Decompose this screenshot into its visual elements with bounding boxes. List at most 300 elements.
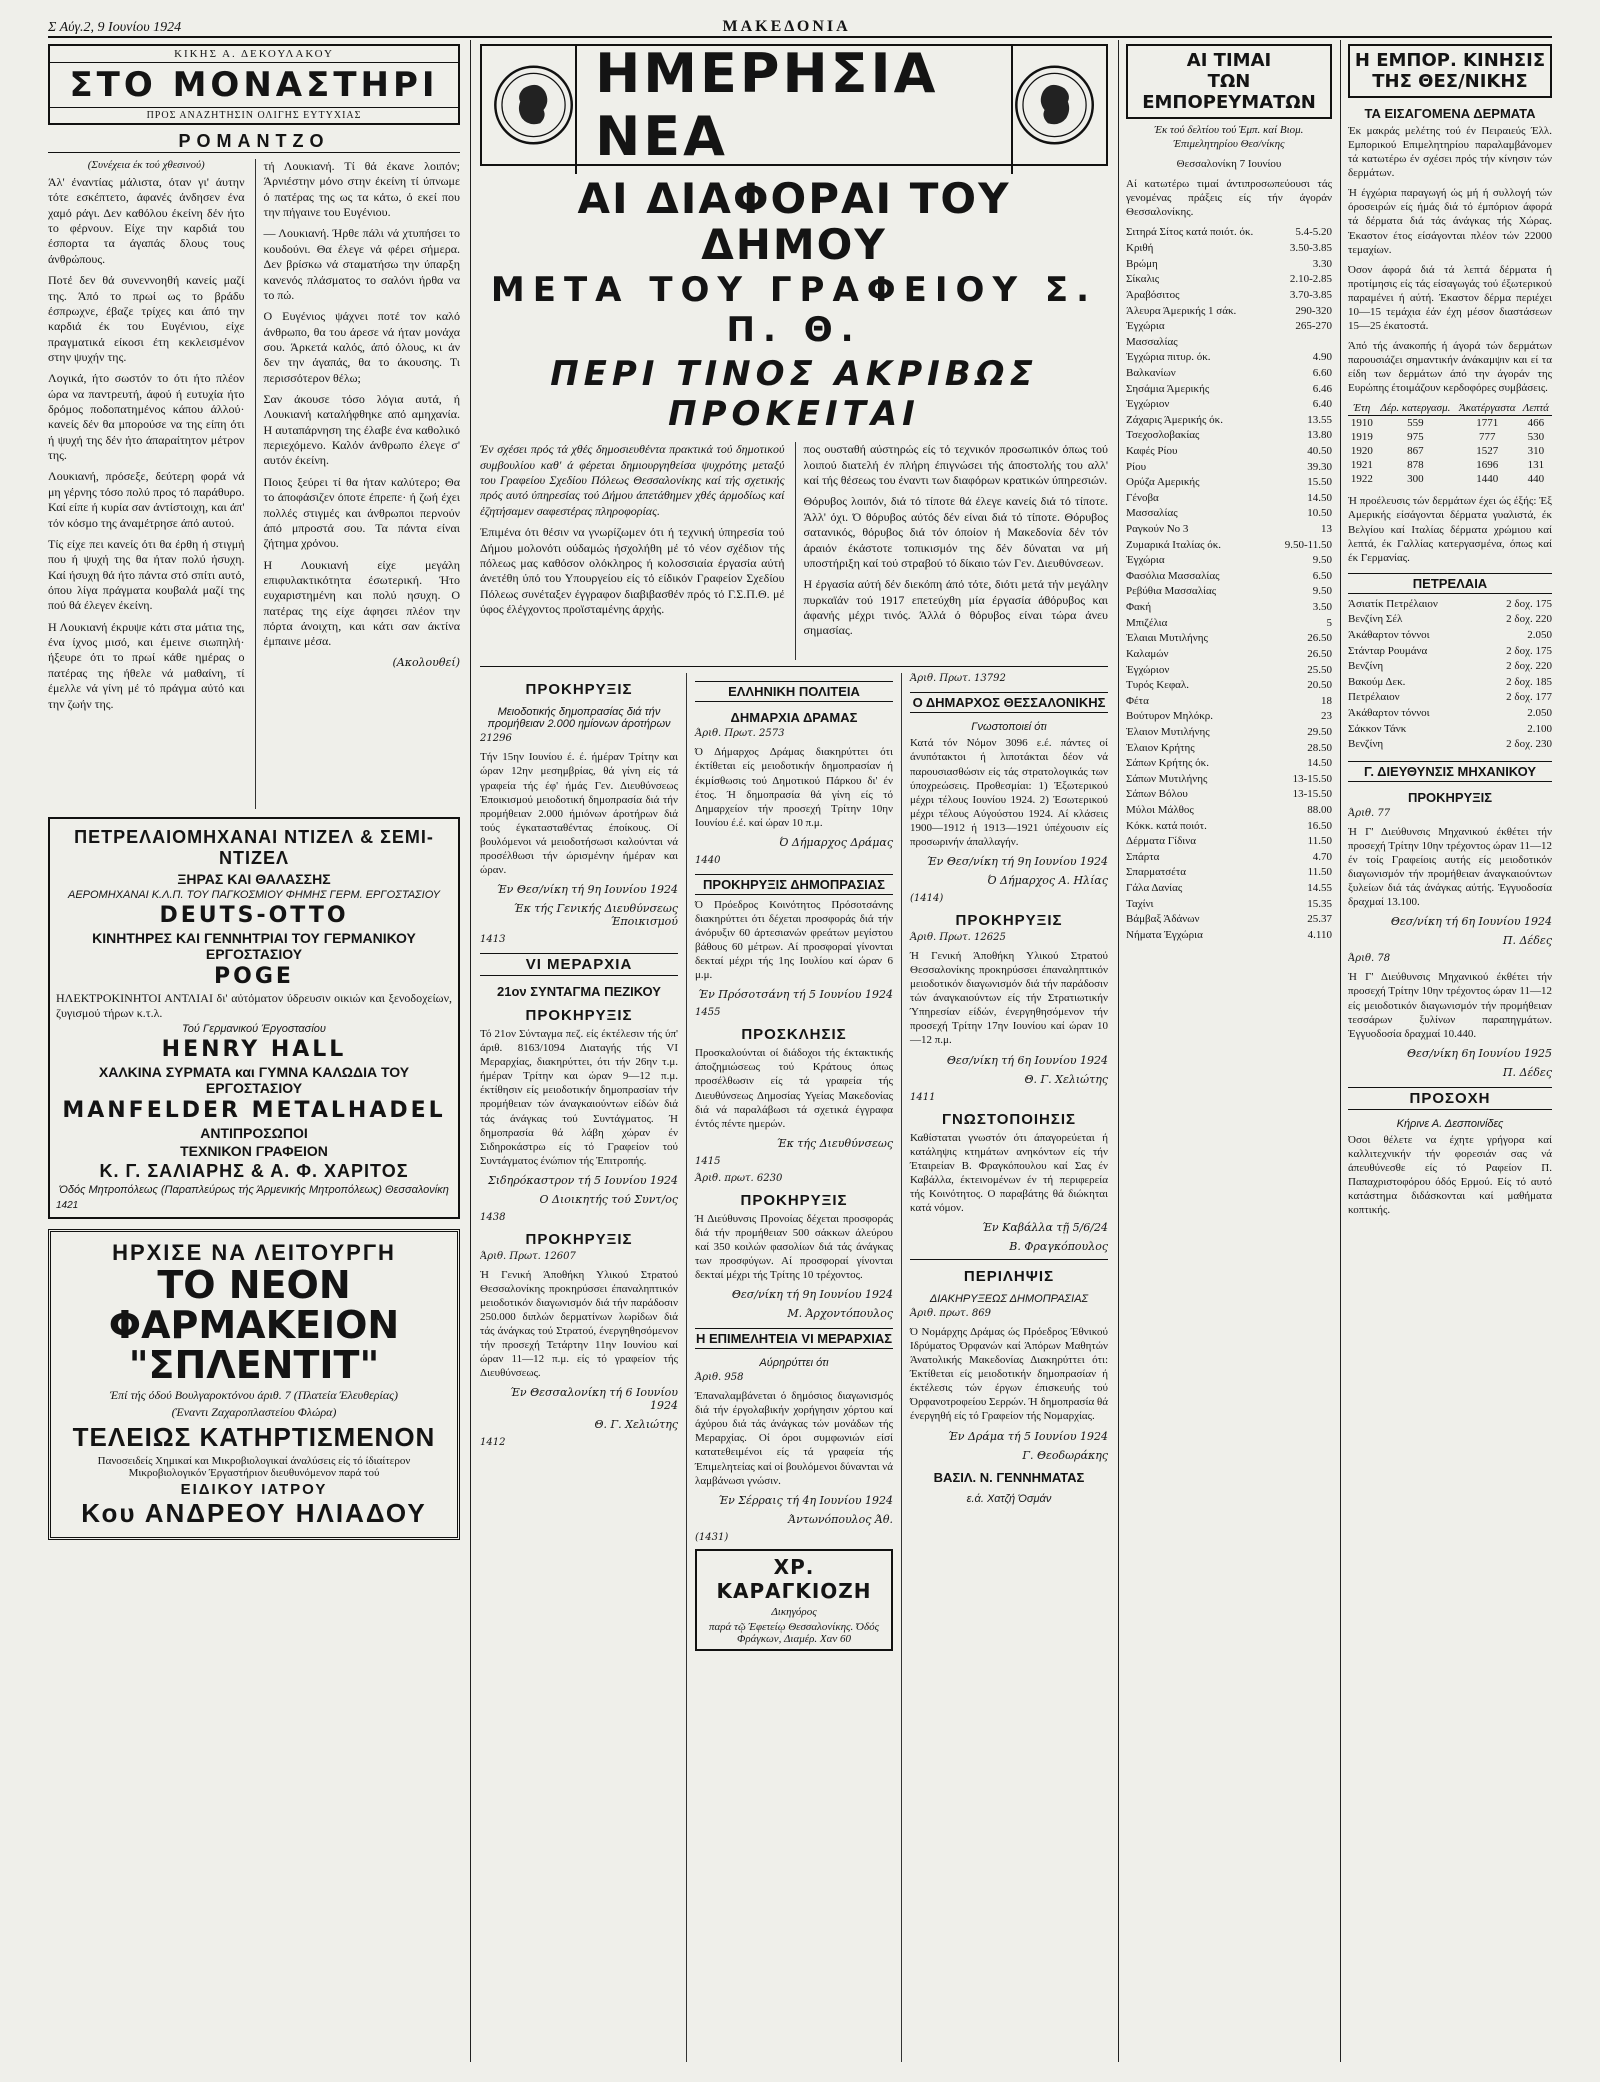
notice-number: Άριθ. Πρωτ. 2573 [695, 728, 785, 740]
price-row [1126, 491, 1332, 507]
main-headline-2: ΜΕΤΑ ΤΟΥ ΓΡΑΦΕΙΟΥ Σ. Π. Θ. [490, 270, 1098, 351]
notice-text: Ή Γ' Διεύθυνσις Μηχανικού έκθέτει τήν προσεχή Τρίτην 10ην τρέχοντος ώραν 11—12 είς μειοδοτικόν διαγωνισμόν τήν προμήθειαν τεσσάρων ξυλίνων παραπηγμάτων. Έγγυοδοσία δραχμαί 10.440. [1348, 971, 1552, 1040]
pharmacy-line: Πανοσειδείς Χημικαί και Μικροβιολογικαί άναλύσεις είς τό ίδιαίτερον Μικροβιολογικόν Έργαστήριον διευθυνόμενον παρά τού [97, 1454, 411, 1479]
notice-signature: Θ. Γ. Χελιώτης [1024, 1072, 1108, 1086]
notice-section-title: Ο ΔΗΜΑΡΧΟΣ ΘΕΣΣΑΛΟΝΙΚΗΣ [910, 692, 1108, 713]
petroleum-item-name: Άσιατίκ Πετρέλαιον [1348, 597, 1438, 610]
table-cell: 1440 [1476, 473, 1499, 486]
price-item-value: 3.50-3.85 [1289, 242, 1332, 255]
lead-paragraph: Η έργασία αύτή δέν διεκόπη άπό τότε, διότι μετά τήν μεγάλην πυρκαϊάν τού 1917 επετεύχθη μία έργασία άθόρυβος και άφανής μέχρι τινός. Άλλά ό θόρυβος είναι τώρα άνευ σημασίας. [803, 577, 1108, 638]
price-item-value: 6.50 [1312, 569, 1332, 582]
price-row [1126, 865, 1332, 881]
price-item-name: Γένοβα [1126, 491, 1159, 504]
price-item-name: Ραγκούν Νο 3 [1126, 523, 1189, 536]
price-item-value: 6.46 [1312, 382, 1332, 395]
price-item-name: Φασόλια Μασσαλίας [1126, 569, 1220, 582]
petroleum-item-value: 2.100 [1527, 722, 1552, 735]
pharmacy-doctor: Κου ΑΝΔΡΕΟΥ ΗΛΙΑΔΟΥ [81, 1497, 427, 1528]
price-list [1126, 225, 1332, 943]
daily-news-banner [480, 44, 1108, 166]
price-row [1126, 756, 1332, 772]
serial-subtitle: ΠΡΟΣ ΑΝΑΖΗΤΗΣΙΝ ΟΛΙΓΗΣ ΕΥΤΥΧΙΑΣ [50, 107, 458, 123]
price-item-value: 28.50 [1307, 741, 1332, 754]
ad-line: ΠΕΤΡΕΛΑΙΟΜΗΧΑΝΑΙ ΝΤΙΖΕΛ & ΣΕΜΙ-ΝΤΙΖΕΛ [74, 827, 434, 868]
price-item-name: Έλαιον Κρήτης [1126, 741, 1195, 754]
price-item-value: 18 [1321, 694, 1332, 707]
serial-paragraph: — Λουκιανή. Ήρθε πάλι νά χτυπήσει το κουδούνι. Θα έλεγε νά φέρει σήμερα. Δεν βρίσκω νά σταματήσω την ύπαρξη κανενός πλάσματος το σαλόνι ήρθα να το πώ. [263, 226, 460, 302]
pharmacy-line: ΗΡΧΙΣΕ ΝΑ ΛΕΙΤΟΥΡΓΗ [112, 1240, 396, 1265]
lead-paragraph: Θόρυβος λοιπόν, διά τό τίποτε θά έλεγε κανείς διά τό τίποτε. Άλλ' όχι. Ό θόρυβος αύτός δέν είναι διά τό τίποτε. Θόρυβος σατανικός, θόρυβος διά τόν όποίον ή Μακεδονία δέν τόν άραιόν έκάστοτε τοπικισμόν της δέν δύναται να μή υποστήριξη καί τού στραβού τό δίκαιο τών Γεν. Διευθύνσεων. [803, 494, 1108, 570]
petroleum-row [1348, 597, 1552, 613]
notice-text: Τό 21ον Σύνταγμα πεζ. είς έκτέλεσιν τής ύπ' άριθ. 8163/1094 Διαταγής τής VI Μεραρχίας, διακηρύττει, ότι τήν 26ην τ.μ. ήμέραν Τρίτην και ώραν 9—12 π.μ. έκτίθησιν είς μειοδοτικήν δημοπρασίαν τήν προμήθειαν τών άναγκαιούντων είδών διά τάς άνάγκας τού Συντάγματος. Ή δημοπρασία θά λάβη χώραν έν Σιδηροκάστρω είς τό Γραφείον τού Συντάγματος ένώπιον τής Έπιτροπής. [480, 1028, 678, 1167]
lead-article [480, 442, 1108, 660]
imports-paragraph: Ή έγχώρια παραγωγή ώς μή ή συλλογή τών όροσειρών είς ήμάς διά τό έμπόριον άφορά τά δέρματα διά τάς άνάγκας τής Χώρας. Έκαστον έτος είσάγονται πλέον τών 22000 τεμαχίων. [1348, 187, 1552, 256]
notice-signature: Έκ τής Διευθύνσεως [776, 1136, 893, 1150]
notice-text: Ή Γ' Διεύθυνσις Μηχανικού έκθέτει τήν προσεχή Τρίτην 10ην τρέχοντος ώραν 11—12 έν τοίς Γραφείοις αυτής είς μειοδοτικόν διαγωνισμόν τήν προμήθειαν άναγκαιούντων ξυλείων διά τάς άνάγκας αύτής. Έγγυοδοσία δραχμαί 13.100. [1348, 825, 1552, 909]
lawyer-name: ΧΡ. ΚΑΡΑΓΚΙΟΖΗ [716, 1554, 872, 1603]
price-item-name: Έλαιον Μυτιλήνης [1126, 725, 1210, 738]
price-row [1126, 522, 1332, 538]
price-item-name: Βούτυρον Μηλόκρ. [1126, 710, 1214, 723]
price-item-value: 13.55 [1307, 413, 1332, 426]
serial-paragraph: Λογικά, ήτο σωστόν το ότι ήτο πλέον ώρα να παντρευτή, άφού ή ευτυχία ήτο δρόμος ποδοπατημένος κάπου άλλού· κανείς δέν θα μπορούσε να της είπη ότι ή ψυχή της δέν ήτο άπαραίτητον μέτρον της. [48, 371, 245, 463]
price-item-name: Τυρός Κεφαλ. [1126, 679, 1190, 692]
petroleum-item-value: 2 δοχ. 230 [1506, 738, 1552, 751]
price-item-name: Άλευρα Άμερικής 1 σάκ. [1126, 304, 1237, 317]
notice-signature: Π. Δέδες [1502, 934, 1552, 948]
table-cell: 440 [1527, 473, 1545, 486]
notice-number: 1415 [695, 1155, 721, 1167]
notice-signature: Άντωνόπουλος Άθ. [788, 1512, 893, 1526]
petroleum-item-name: Βενζίνη [1348, 738, 1384, 751]
notice-signature: Έκ τής Γενικής Διευθύνσεως Έποικισμού [513, 902, 678, 929]
lawyer-title: Δικηγόρος [771, 1605, 817, 1618]
pharmacy-line: (Έναντι Ζαχαροπλαστείου Φλώρα) [171, 1404, 337, 1419]
price-row [1126, 725, 1332, 741]
price-row [1126, 881, 1332, 897]
table-cell: 1919 [1350, 431, 1373, 444]
price-item-name: Ζάχαρις Άμερικής όκ. [1126, 413, 1223, 426]
petroleum-list [1348, 597, 1552, 753]
left-column [48, 44, 460, 2062]
notice-title: ΠΡΟΚΗΡΥΞΙΣ [525, 1007, 633, 1025]
price-item-value: 11.50 [1307, 866, 1332, 879]
lead-article-left [480, 442, 785, 660]
table-cell: 867 [1407, 445, 1424, 458]
notice-text: Τήν 15ην Ιουνίου έ. έ. ήμέραν Τρίτην και ώραν 12ην μεσημβρίας, θά γίνη είς τά γραφεία τής έφ' ήμάς Γεν. Διευθύνσεως Έποικισμού μειοδοτική δημοπρασία διά τήν προμήθειαν 2.000 ήμιόνων άροτήρων διά τούς έγκατασταθέντας έποίκους. Οί βουλόμενοι νά μειοδοτήσωσι καλούνται νά προσέλθωσι τήν ώρισμένην ήμέραν και ώραν. [480, 751, 678, 876]
price-item-name: Σιτηρά Σίτος κατά ποιότ. όκ. [1126, 226, 1254, 239]
price-item-value: 9.50-11.50 [1284, 538, 1332, 551]
notice-title: ΓΝΩΣΤΟΠΟΙΗΣΙΣ [941, 1110, 1077, 1128]
petroleum-row [1348, 659, 1552, 675]
petroleum-item-value: 2.050 [1527, 707, 1552, 720]
price-item-value: 25.37 [1307, 913, 1332, 926]
price-item-value: 13-15.50 [1292, 788, 1332, 801]
engines-advertisement [48, 817, 460, 1219]
column-rule [470, 40, 471, 2062]
table-cell: 1920 [1350, 445, 1373, 458]
price-row [1126, 553, 1332, 569]
price-row [1126, 631, 1332, 647]
petroleum-item-name: Σάκκον Τάνκ [1348, 722, 1407, 735]
petroleum-item-name: Στάνταρ Ρουμάνα [1348, 644, 1428, 657]
price-item-value: 13 [1321, 523, 1332, 536]
price-item-name: Ζυμαρικά Ιταλίας όκ. [1126, 538, 1222, 551]
ad-line: ΤΕΧΝΙΚΟΝ ΓΡΑΦΕΙΟΝ [180, 1143, 328, 1159]
main-headline-3: ΠΕΡΙ ΤΙΝΟΣ ΑΚΡΙΒΩΣ ΠΡΟΚΕΙΤΑΙ [550, 354, 1038, 435]
price-item-value: 5.4-5.20 [1295, 226, 1332, 239]
price-row [1126, 397, 1332, 413]
notice-number: Άριθ. 958 [695, 1372, 744, 1384]
notice-text: Ή Διεύθυνσις Προνοίας δέχεται προσφοράς διά τήν προμήθειαν 500 σάκκων άλεύρου καί 350 κοιλών φασολίων διά τάς άνάγκας των προσφύγων. Αί προσφοραί γίνονται δεκταί μέχρι τής Τρίτης 10 τρέχοντος. [695, 1212, 893, 1282]
lead-paragraph: Έν σχέσει πρός τά χθές δημοσιευθέντα πρακτικά τού δημοτικού συμβουλίου καθ' ά φέρεται δημιουργηθείσα ψυχρότης μεταξύ του Γραφείου Σχεδίου Πόλεως Θεσσαλονίκης καί τής σχετικής πρός αυτό ύπηρεσίας τού Δήμου άπετάθημεν χθές άρμοδίως καί έζητήσαμεν σαφεστέρας πληροφορίας. [480, 442, 785, 518]
pharmacy-name: ΤΟ ΝΕΟΝ ΦΑΡΜΑΚΕΙΟΝ "ΣΠΛΕΝΤΙΤ" [108, 1263, 400, 1387]
price-item-name: Έγχώρια πιτυρ. όκ. [1126, 351, 1211, 364]
lawyer-address: παρά τῷ Έφετείῳ Θεσσαλονίκης. Όδός Φράγκων, Διαμέρ. Χαν 60 [708, 1620, 880, 1645]
imports-table [1348, 401, 1552, 486]
table-row [1348, 444, 1552, 458]
price-row [1126, 616, 1332, 632]
notice-title: ΠΕΡΙΛΗΨΙΣ [963, 1268, 1055, 1286]
notice-text: Ό Νομάρχης Δράμας ώς Πρόεδρος Έθνικού Ιδρύματος Όρφανών καί Άπόρων Μαθητών Άνατολικής Μακεδονίας Διακηρύττει ότι: Έκτίθεται είς μειοδοτικήν δημοπρασίαν ή έκτέλεσις τών έργων έπισκευής τού Όρφανοτροφείου Σερρών. Ή δημοπρασία θά ένεργηθή είς τό Γραφείον τής Νομαρχίας. [910, 1326, 1108, 1423]
price-item-value: 14.50 [1307, 491, 1332, 504]
price-item-name: Βαλκανίων [1126, 366, 1176, 379]
price-item-name: Καλαμών [1126, 647, 1169, 660]
price-item-value: 29.50 [1307, 725, 1332, 738]
lead-paragraph: πος ουσταθή αύστηρώς είς τό τεχνικόν προσωπικόν όπως τού λοιπού διατελή έν πλήρη έπιγνώσει τής άποστολής του αλλ' καί τής θέσεως του έναντι των διαφόρων κρατικών ύπηρεσιών. [803, 442, 1108, 488]
table-cell: 975 [1407, 431, 1424, 444]
petroleum-item-value: 2 δοχ. 220 [1506, 613, 1552, 626]
petroleum-title: ΠΕΤΡΕΛΑΙΑ [1348, 573, 1552, 594]
notice-place: Θεσ/νίκη 6η Ιουνίου 1925 [1407, 1046, 1552, 1060]
notice-title: ΠΡΟΣΚΛΗΣΙΣ [741, 1026, 847, 1044]
notice-section-title: ΕΛΛΗΝΙΚΗ ΠΟΛΙΤΕΙΑ [695, 681, 893, 702]
petroleum-item-value: 2 δοχ. 177 [1506, 691, 1552, 704]
notices-col-c [901, 673, 1108, 2062]
ad-line: Όδός Μητροπόλεως (Παραπλεύρως τής Άρμενικής Μητροπόλεως) Θεσσαλονίκη [59, 1184, 449, 1196]
notices-area [480, 673, 1108, 2062]
notice-title: ΠΡΟΚΗΡΥΞΙΣ [525, 681, 633, 699]
notice-signature: Β. Φραγκόπουλος [1009, 1240, 1108, 1254]
notice-title: ΠΡΟΚΗΡΥΞΙΣ [1407, 789, 1493, 805]
notice-number: 1455 [695, 1007, 721, 1019]
imports-paragraph: Ή προέλευσις τών δερμάτων έχει ώς έξής: Έξ Αμερικής είσάγονται δέρματα γυαλιστά, έκ Βελγίου καί Ιταλίας δέρματα χρώμιου καί λεπτά, έκ Γαλλίας κατεργασμένα, όπως καί έκ Γερμανίας. [1348, 495, 1552, 564]
table-cell: 1771 [1476, 417, 1499, 430]
price-row [1126, 569, 1332, 585]
notice-number: 1438 [480, 1211, 506, 1223]
price-item-value: 15.50 [1307, 476, 1332, 489]
notices-col-a [480, 673, 678, 2062]
price-item-value: 9.50 [1312, 554, 1332, 567]
table-cell: 559 [1407, 417, 1424, 430]
notice-number: Άριθ. 77 [1348, 807, 1391, 819]
table-cell: 300 [1407, 473, 1424, 486]
imports-title-2: ΤΗΣ ΘΕΣ/ΝΙΚΗΣ [1372, 71, 1528, 92]
serial-continuation: (Ακολουθεί) [392, 655, 460, 669]
price-row [1126, 803, 1332, 819]
ad-brand: HENRY HALL [161, 1037, 347, 1062]
petroleum-row [1348, 706, 1552, 722]
petroleum-row [1348, 722, 1552, 738]
prices-header [1126, 44, 1332, 119]
ad-line: ΑΕΡΟΜΗΧΑΝΑΙ Κ.Λ.Π. ΤΟΥ ΠΑΓΚΟΣΜΙΟΥ ΦΗΜΗΣ ΓΕΡΜ. ΕΡΓΟΣΤΑΣΙΟΥ [67, 889, 441, 901]
imports-title: Η ΕΜΠΟΡ. ΚΙΝΗΣΙΣ [1354, 50, 1546, 71]
price-item-value: 2.10-2.85 [1289, 273, 1332, 286]
price-row [1126, 475, 1332, 491]
price-item-value: 3.70-3.85 [1289, 288, 1332, 301]
notice-place: Θεσ/νίκη τή 9η Ιουνίου 1924 [731, 1288, 893, 1302]
notice-number: 1411 [910, 1091, 936, 1103]
notice-signature: Γ. Θεοδωράκης [1022, 1448, 1108, 1462]
serial-header-box [48, 44, 460, 125]
issue-date: Σ Αύγ.2, 9 Ιουνίου 1924 [48, 20, 182, 35]
serial-paragraph: Ποιος ξεύρει τί θα ήταν καλύτερο; Θα το άποφάσιζεν όποτε έπρεπε· ή ζωή έχει πολλές στιγμές και άνθρωποι περνούν άπό μπροστά σου. Τα πάντα είναι ζήτημα χρόνου. [263, 474, 460, 551]
notice-place: Έν Καβάλλα τῇ 5/6/24 [982, 1221, 1108, 1235]
price-item-value: 88.00 [1307, 804, 1332, 817]
serial-paragraph: Τίς είχε πει κανείς ότι θα έρθη ή στιγμή που ή ψυχή της θα ήταν πολύ ήσυχη. Καί ήσυχη θά ήτο πάντα στό σπίτι αυτό, όπου λίγα πράγματα κουβαλά μαζί της πού θά έλεγεν έκείνη. [48, 536, 245, 613]
price-item-name: Φακή [1126, 601, 1152, 614]
notice-subtitle: Μειοδοτικής δημοπρασίας διά τήν προμήθειαν 2.000 ημίονων άροτήρων [487, 706, 671, 731]
price-item-name: Βρώμη [1126, 257, 1158, 270]
prices-column [1126, 44, 1332, 2062]
notice-subtitle: ΔΗΜΑΡΧΙΑ ΔΡΑΜΑΣ [730, 710, 858, 726]
price-item-name: Έγχώριον [1126, 663, 1170, 676]
table-cell: 131 [1527, 459, 1545, 472]
lead-paragraph: Έπιμένα ότι θέσιν να γνωρίζωμεν ότι ή τεχνική ύπηρεσία τού Δήμου μολονότι ούδαμώς ήσχολήθη μέ τό νέον σχέδιον τής πόλεως μας καθόσον ολόκληρος ή κολοσσιαία έργασία αύτή άνετέθη ύπό του Υπουργείου είς τό είδικόν Γραφείον Σχεδίου Πόλεως συνέταξεν έγγραφον διαβιβασθέν πρός τό Γ.Σ.Π.Θ. μέ ύφος έλέγχοντος προϊσταμένης άρχής. [480, 525, 785, 616]
notice-place: Θεσ/νίκη τή 6η Ιουνίου 1924 [1390, 915, 1552, 929]
price-item-name: Έγχώριον [1126, 398, 1170, 411]
price-item-name: Δέρματα Γίδινα [1126, 835, 1196, 848]
price-row [1126, 678, 1332, 694]
price-item-value: 26.50 [1307, 647, 1332, 660]
notice-place: Έν Θεσσαλονίκη τή 6 Ιουνίου 1924 [510, 1386, 678, 1413]
prices-title-2: ΤΩΝ ΕΜΠΟΡΕΥΜΑΤΩΝ [1142, 71, 1316, 113]
price-row [1126, 350, 1332, 366]
notice-title: ΠΡΟΚΗΡΥΞΙΣ ΔΗΜΟΠΡΑΣΙΑΣ [695, 874, 893, 895]
price-item-value: 25.50 [1307, 663, 1332, 676]
price-row [1126, 460, 1332, 476]
notice-footer: ΒΑΣΙΛ. Ν. ΓΕΝΝΗΜΑΤΑΣ [933, 1469, 1085, 1485]
imports-paragraph: Όσον άφορά διά τά λεπτά δέρματα ή προτίμησις είς τάς είσαγωγάς τού έξωτερικού παραμένει ή αύτή. Έκαστον δέρμα περιέχει 10—15 τεμάχια έάν έχη μέσον διαστάσεων 15—25 έκατοστά. [1348, 263, 1552, 333]
price-item-name: Μύλοι Μάλθος [1126, 804, 1194, 817]
pharmacy-line: ΕΙΔΙΚΟΥ ΙΑΤΡΟΥ [180, 1480, 328, 1498]
price-row [1126, 272, 1332, 288]
ad-line: Τού Γερμανικού Έργοστασίου [182, 1023, 326, 1035]
price-item-value: 290-320 [1295, 304, 1332, 317]
notice-place: Έν Δράμα τή 5 Ιουνίου 1924 [947, 1429, 1108, 1443]
serial-paragraph: Η Λουκιανή είχε μεγάλη επιφυλακτικότητα έσωτερική. Ήτο ευχαριστημένη και πολύ ησυχη. Ο πατέρας της είχε άφησει πλέον την πόρτα άνοιχτη, και κάτι σαν άκτίνα έμπαινε μέσα. [263, 557, 460, 649]
notice-signature: Π. Δέδες [1502, 1065, 1552, 1079]
table-cell: 1921 [1350, 459, 1373, 472]
price-row [1126, 257, 1332, 273]
prices-intro: Αί κατωτέρω τιμαί άντιπροσωπεύουσι τάς γενομένας πράξεις είς τήν άγοράν Θεσσαλονίκης. [1126, 178, 1332, 219]
price-item-name: Σπαρματσέτα [1126, 866, 1187, 879]
ad-line: ΧΑΛΚΙΝΑ ΣΥΡΜΑΤΑ και ΓΥΜΝΑ ΚΑΛΩΔΙΑ ΤΟΥ ΕΡΓΟΣΤΑΣΙΟΥ [98, 1064, 410, 1096]
ad-line: ΞΗΡΑΣ ΚΑΙ ΘΑΛΑΣΣΗΣ [177, 871, 331, 887]
pharmacy-line: ΤΕΛΕΙΩΣ ΚΑΤΗΡΤΙΣΜΕΝΟΝ [72, 1421, 436, 1452]
notice-title: ΠΡΟΣΟΧΗ [1348, 1087, 1552, 1110]
price-row [1126, 288, 1332, 304]
petroleum-item-name: Βακούμ Δεκ. [1348, 675, 1406, 688]
price-item-value: 10.50 [1307, 507, 1332, 520]
price-item-value: 265-270 [1295, 320, 1332, 333]
imports-paragraph: Έκ μακράς μελέτης τού έν Πειραιεύς Έλλ. Εμπορικού Επιμελητηρίου παραλαμβάνομεν τά κατωτέρω έν σχέσει πρός τήν κίνησιν τών δερμάτων. [1348, 125, 1552, 180]
price-item-value: 26.50 [1307, 632, 1332, 645]
price-row [1126, 382, 1332, 398]
petroleum-row [1348, 675, 1552, 691]
ad-line: ΚΙΝΗΤΗΡΕΣ ΚΑΙ ΓΕΝΝΗΤΡΙΑΙ ΤΟΥ ΓΕΡΜΑΝΙΚΟΥ ΕΡΓΟΣΤΑΣΙΟΥ [92, 930, 416, 962]
notices-col-b [686, 673, 893, 2062]
price-item-value: 5 [1326, 616, 1332, 629]
notice-number: (1431) [695, 1531, 729, 1543]
price-item-name: Σίκαλις [1126, 273, 1160, 286]
notice-title: ΠΡΟΚΗΡΥΞΙΣ [955, 912, 1063, 929]
serial-paragraph: τή Λουκιανή. Τί θά έκανε λοιπόν; Άρνιέστην μόνο στην έκείνη τί ύπνωμε ό πατέρας της ως τα κάτω, ό εκεί που την πήγαινε του Ευγένιου. [263, 159, 460, 220]
price-row [1126, 444, 1332, 460]
coin-emblem-icon [1013, 53, 1096, 157]
table-header: Δέρ. κατεργασμ. [1376, 401, 1455, 416]
notice-title: ΠΡΟΚΗΡΥΞΙΣ [740, 1191, 848, 1209]
price-row [1126, 319, 1332, 335]
table-header: Λεπτά [1520, 401, 1552, 416]
price-item-name: Σάπων Μυτιλήνης [1126, 772, 1208, 785]
serial-author: ΚΙΚΗΣ Α. ΔΕΚΟΥΛΑΚΟΥ [50, 46, 458, 63]
prices-title: ΑΙ ΤΙΜΑΙ [1186, 50, 1272, 71]
serial-paragraph: Σαν άκουσε τόσο λόγια αυτά, ή Λουκιανή καταλήφθηκε από αμηχανία. Η αυταπάρνηση της έλαβε ένα καθολικό περιεχόμενο. Καλόν άνθρωπο έλεγε σ' αυτόν έκείνη. [263, 392, 460, 468]
price-item-name: Μπιζέλια [1126, 616, 1168, 629]
price-item-value: 14.55 [1307, 882, 1332, 895]
price-item-name: Έλαιαι Μυτιλήνης [1126, 632, 1208, 645]
notice-number: Άριθ. πρωτ. 6230 [695, 1172, 783, 1184]
price-item-value: 39.30 [1307, 460, 1332, 473]
notice-signature: Μ. Άρχοντόπουλος [787, 1307, 893, 1321]
serial-text-left [48, 159, 245, 809]
notice-number: Άριθ. πρωτ. 869 [910, 1308, 991, 1320]
ad-brand: MANFELDER METALHADEL [62, 1098, 446, 1123]
notice-place: Σιδηρόκαστρον τή 5 Ιουνίου 1924 [487, 1173, 678, 1187]
notice-signature: Θ. Γ. Χελιώτης [594, 1418, 678, 1432]
price-item-value: 4.110 [1307, 928, 1332, 941]
price-item-value: 23 [1321, 710, 1332, 723]
newspaper-title: ΜΑΚΕΔΟΝΙΑ [722, 18, 851, 35]
table-row [1348, 430, 1552, 444]
price-row [1126, 741, 1332, 757]
price-item-value: 6.60 [1312, 366, 1332, 379]
price-item-name: Σπάρτα [1126, 850, 1160, 863]
notice-subtitle: Γνωστοποιεί ότι [971, 721, 1047, 734]
price-item-value: 13-15.50 [1292, 772, 1332, 785]
page-masthead [48, 14, 1552, 38]
petroleum-item-name: Βενζίνη [1348, 660, 1384, 673]
notice-number: 1412 [480, 1437, 506, 1449]
prices-source: Έκ τού δελτίου τού Έμπ. καί Βιομ. Έπιμελητηρίου Θεσ/νίκης [1154, 124, 1304, 151]
price-row [1126, 335, 1332, 351]
price-row [1126, 663, 1332, 679]
price-item-value: 16.50 [1307, 819, 1332, 832]
petroleum-row [1348, 612, 1552, 628]
notice-text: Καθίσταται γνωστόν ότι άπαγορεύεται ή κατάληψις κτημάτων ανηκόντων είς τήν Έταιρείαν Β. Φραγκόπουλου καί Σας έν Καβάλλα, έκτεινομένων έν τή περιφερεία τής Κοινότητος. Ο παραβάτης θά διώκηται κατά νόμον. [910, 1131, 1108, 1214]
price-item-value: 3.50 [1312, 601, 1332, 614]
ad-number: 1421 [56, 1200, 79, 1211]
ad-line: Κ. Γ. ΣΑΛΙΑΡΗΣ & Α. Φ. ΧΑΡΙΤΟΣ [99, 1161, 409, 1181]
table-cell: 1527 [1476, 445, 1499, 458]
price-row [1126, 912, 1332, 928]
notice-place: Έν Θεσ/νίκη τή 9η Ιουνίου 1924 [926, 855, 1108, 868]
table-header: Έτη [1348, 401, 1376, 416]
petroleum-item-value: 2.050 [1527, 629, 1552, 642]
petroleum-row [1348, 690, 1552, 706]
petroleum-item-value: 2 δοχ. 175 [1506, 644, 1552, 657]
price-item-name: Σάπων Βόλου [1126, 788, 1188, 801]
price-row [1126, 787, 1332, 803]
notice-number: 1440 [695, 854, 721, 866]
table-cell: 1910 [1350, 417, 1373, 430]
section-divider [910, 1259, 1108, 1260]
price-row [1126, 897, 1332, 913]
notice-text: Ή Γενική Άποθήκη Υλικού Στρατού Θεσσαλονίκης προκηρύσσει έπαναληπτικόν μειοδοτικόν διαγωνισμόν διά τήν παράδοσιν 250.000 διπλών δερματίνων λωρίδων διά τάς άνάγκας τού Στρατού, ένεργηθησόμενον τήν προσεχή Τετάρτην 11ην Ιουνίου καί ώραν 11—12 π.μ. είς τό γραφείον τής Διευθύνσεως. [480, 1268, 678, 1380]
notice-subtitle: Αύρηρύττει ότι [759, 1357, 829, 1370]
notice-subtitle: ΔΙΑΚΗΡΥΞΕΩΣ ΔΗΜΟΠΡΑΣΙΑΣ [929, 1293, 1089, 1306]
serial-paragraph: Άλ' έναντίας μάλιστα, όταν γι' άυτην τότε εσκέπτετο, άφανές άνδησεν ένα χαμό ράγι. Δεν καθόλου έκείνη δέν ήτο το φέρνουν. Είχε την καρδιά του έσπορτα τα άγαπάς δλους τους άνθρώπους. [48, 175, 245, 266]
petroleum-item-name: Άκάθαρτον τόννοι [1348, 629, 1430, 642]
price-item-name: Έγχώρια [1126, 554, 1165, 567]
price-item-value: 4.90 [1312, 351, 1332, 364]
price-item-value: 4.70 [1312, 850, 1332, 863]
price-item-value: 6.40 [1312, 398, 1332, 411]
price-row [1126, 241, 1332, 257]
column-rule [1118, 40, 1119, 2062]
price-row [1126, 304, 1332, 320]
coin-emblem-icon [492, 53, 575, 157]
imports-header [1348, 44, 1552, 98]
ad-brand: DEUTS-OTTO [159, 903, 349, 928]
petroleum-item-name: Βενζίνη Σέλ [1348, 613, 1403, 626]
notice-subtitle: 21ον ΣΥΝΤΑΓΜΑ ΠΕΖΙΚΟΥ [497, 984, 661, 1000]
price-item-name: Καφές Ρίου [1126, 445, 1178, 457]
notice-text: Ή Γενική Άποθήκη Υλικού Στρατού Θεσσαλονίκης προκηρύσσει έπαναληπτικόν μειοδοτικόν διαγωνισμόν διά τήν παράδοσιν τών άναγκαιούντων είς τήν Στρατιωτικήν Ύπηρεσίαν είδών, ένεργηθησόμενον τήν προσεχή Τρίτην 17ην Ιουνίου καί ώραν 10—12 π.μ. [910, 950, 1108, 1047]
lead-article-right [795, 442, 1109, 660]
price-row [1126, 850, 1332, 866]
table-cell: 466 [1527, 417, 1545, 430]
notice-number: 21296 [480, 733, 512, 745]
notice-text: Προσκαλούνται οί διάδοχοι τής έκτακτικής άποζημιώσεως τού Κράτους όπως προσέλθωσιν είς τά γραφεία τής Διευθύνσεως Δημοσίας Υγείας Μακεδονίας διά νά παραλάβωσι τά σχετικά έγγραφα έντός πέντε ημερών. [695, 1047, 893, 1130]
notice-number: Άριθ. Πρωτ. 12607 [480, 1250, 576, 1262]
notice-text: Όσοι θέλετε να έχητε γρήγορα καί καλλιτεχνικήν τήν φορεσιάν σας νά άπευθύνεσθε είς τό Ραφείον Π. Παπαχριστοφόρου όδός Ερμού. Είς τό αυτό κατάστημα διδάσκονται καί μαθήματα κοπτικής. [1348, 1133, 1552, 1217]
notice-title: ΠΡΟΚΗΡΥΞΙΣ [525, 1230, 633, 1248]
notice-number: 1413 [480, 934, 506, 946]
notice-section-title: VI ΜΕΡΑΡΧΙΑ [480, 953, 678, 976]
petroleum-item-name: Άκάθαρτον τόννοι [1348, 707, 1430, 720]
price-item-name: Κριθή [1126, 242, 1154, 255]
notice-section-title: Η ΕΠΙΜΕΛΗΤΕΙΑ VI ΜΕΡΑΡΧΙΑΣ [695, 1328, 893, 1349]
table-cell: 530 [1527, 431, 1545, 444]
serial-paragraph: Η Λουκιανή έκρυψε κάτι στα μάτια της, ένα ίχνος μισό, και έμεινε σιωπηλή· ήξευρε ότι το πρωί κάθε ημέρας ο πατέρας της ήθελε νά μαθαίνη, τί έμελλε νά γίνη μέ τό πράγμα αύτό και την ζωήν της. [48, 619, 245, 711]
price-row [1126, 413, 1332, 429]
table-cell: 878 [1407, 459, 1424, 472]
price-item-value: 11.50 [1307, 835, 1332, 848]
notice-text: Ό Δήμαρχος Δράμας διακηρύττει ότι έκτίθεται είς μειοδοτικήν δημοπρασίαν ή έκμίσθωσις τού Δημοτικού Πάρκου δι' έν έτος. Ή δημοπρασία θά γίνη είς τό Δημαρχείον τήν προσεχή Τρίτην 10ην Ιουνίου έ.έ. καί ώραν 10 π.μ. [695, 746, 893, 829]
price-row [1126, 538, 1332, 554]
serial-text-right [255, 159, 461, 809]
table-row [1348, 416, 1552, 431]
price-row [1126, 366, 1332, 382]
price-item-name: Ταχίνι [1126, 897, 1154, 910]
price-item-name: Φέτα [1126, 694, 1149, 707]
notice-signature: Ό Δήμαρχος Α. Ηλίας [987, 874, 1108, 887]
imports-paragraph: Άπό τής άνακοπής ή άγορά τών δερμάτων παρουσιάζει σημαντικήν άνάκαμψιν και εί τα είδη των δερμάτων άπό την άγοράν της Ευρώπης έτοιμάζουν κερδοφόρες συμβάσεις. [1348, 340, 1552, 395]
notice-place: Έν Πρόσοτσάνη τή 5 Ιουνίου 1924 [698, 988, 893, 1002]
price-item-name: Νήματα Έγχώρια [1126, 928, 1203, 941]
